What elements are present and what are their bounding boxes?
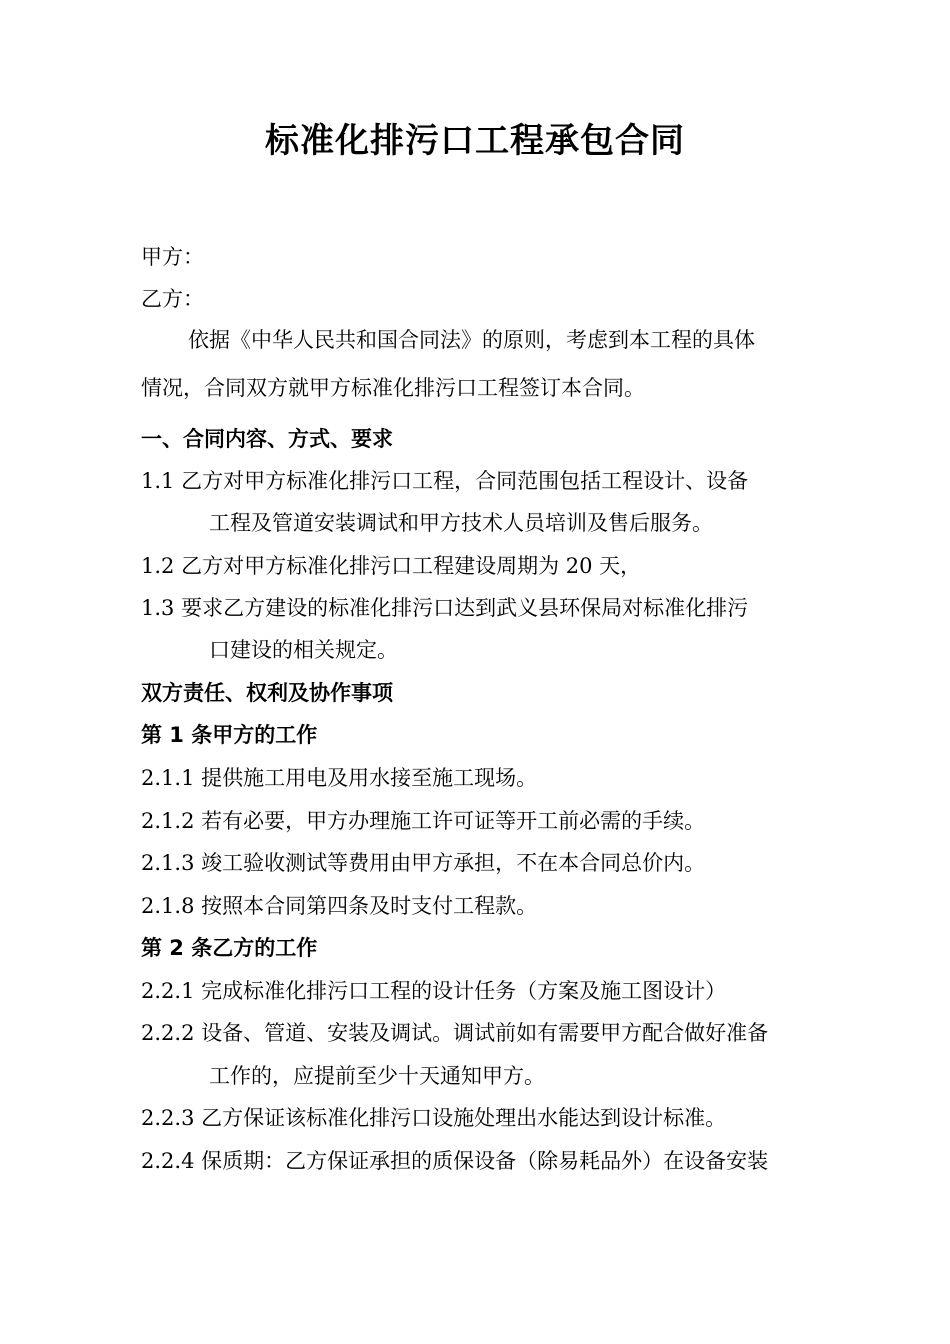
item-2-1-1: 2.1.1 提供施工用电及用水接至施工现场。 xyxy=(141,766,538,790)
item-2-2-1: 2.2.1 完成标准化排污口工程的设计任务（方案及施工图设计） xyxy=(141,979,727,1003)
section-1-heading: 一、合同内容、方式、要求 xyxy=(141,427,393,451)
item-1-3-line-2: 口建设的相关规定。 xyxy=(209,638,398,662)
item-1-1-line-2: 工程及管道安装调试和甲方技术人员培训及售后服务。 xyxy=(209,511,713,535)
item-1-1-line-1: 1.1 乙方对甲方标准化排污口工程，合同范围包括工程设计、设备 xyxy=(141,469,749,493)
intro-line-2: 情况，合同双方就甲方标准化排污口工程签订本合同。 xyxy=(141,376,645,400)
item-1-3-line-1: 1.3 要求乙方建设的标准化排污口达到武义县环保局对标准化排污 xyxy=(141,596,749,620)
item-1-2: 1.2 乙方对甲方标准化排污口工程建设周期为 20 天， xyxy=(141,554,642,578)
item-2-1-2: 2.1.2 若有必要，甲方办理施工许可证等开工前必需的手续。 xyxy=(141,809,706,833)
party-b-label: 乙方： xyxy=(141,287,204,311)
item-2-2-4: 2.2.4 保质期：乙方保证承担的质保设备（除易耗品外）在设备安装 xyxy=(141,1149,769,1173)
item-2-2-2-line-2: 工作的，应提前至少十天通知甲方。 xyxy=(209,1064,545,1088)
item-2-1-8: 2.1.8 按照本合同第四条及时支付工程款。 xyxy=(141,894,538,918)
item-2-1-3: 2.1.3 竣工验收测试等费用由甲方承担，不在本合同总价内。 xyxy=(141,851,706,875)
item-2-2-3: 2.2.3 乙方保证该标准化排污口设施处理出水能达到设计标准。 xyxy=(141,1106,727,1130)
section-2-heading: 双方责任、权利及协作事项 xyxy=(141,681,393,705)
article-2-heading: 第 2 条乙方的工作 xyxy=(141,936,318,960)
item-2-2-2-line-1: 2.2.2 设备、管道、安装及调试。调试前如有需要甲方配合做好准备 xyxy=(141,1021,769,1045)
contract-title: 标准化排污口工程承包合同 xyxy=(265,121,685,161)
intro-line-1: 依据《中华人民共和国合同法》的原则，考虑到本工程的具体 xyxy=(188,328,755,352)
party-a-label: 甲方： xyxy=(141,245,204,269)
article-1-heading: 第 1 条甲方的工作 xyxy=(141,723,318,747)
